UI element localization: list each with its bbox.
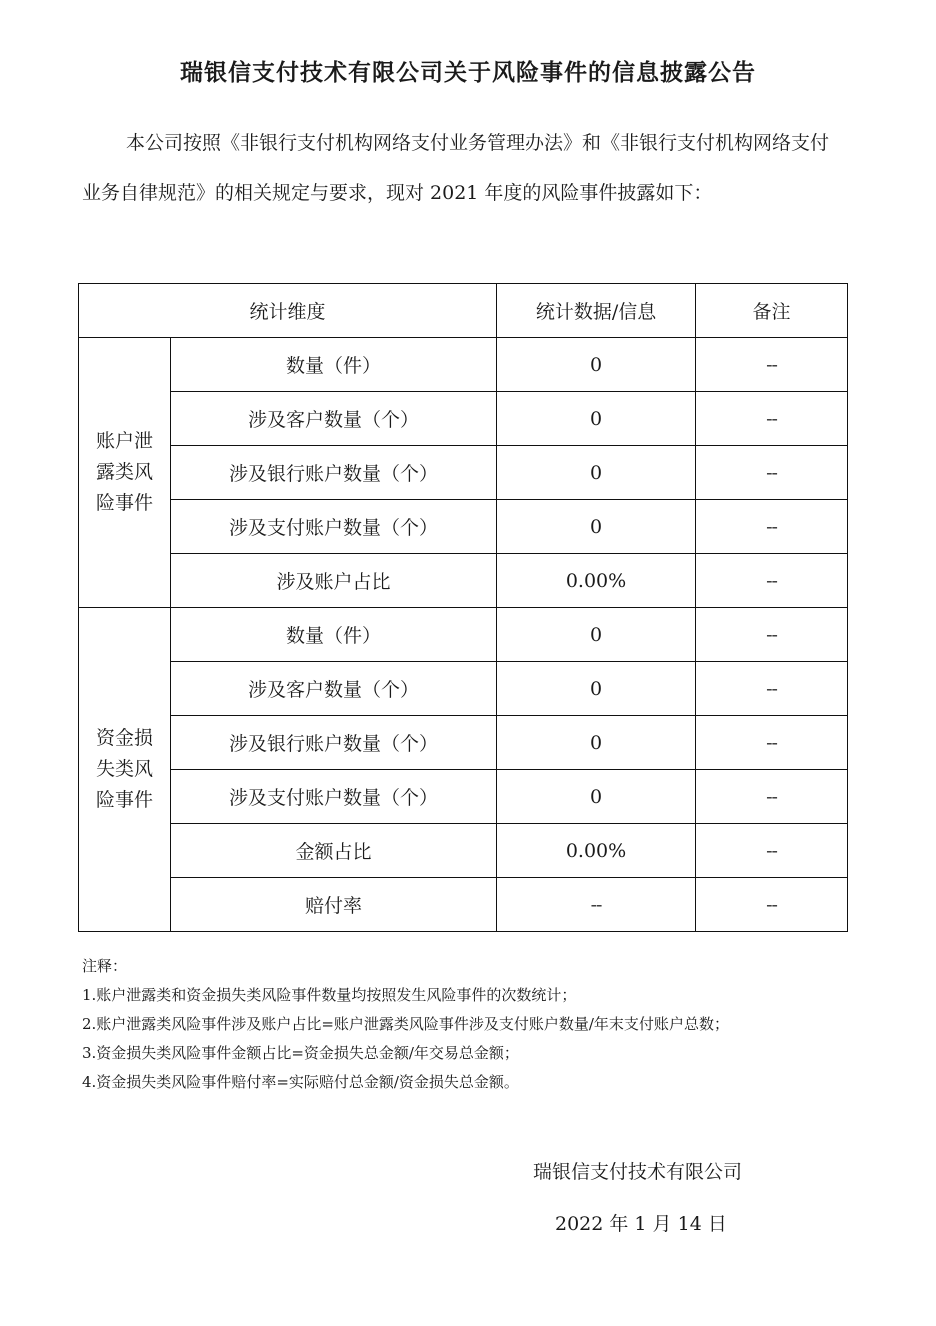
row-dimension: 数量（件） [171, 338, 497, 392]
intro-paragraph: 本公司按照《非银行支付机构网络支付业务管理办法》和《非银行支付机构网络支付业务自律规范》的相关规定与要求，现对 2021 年度的风险事件披露如下： [82, 132, 830, 204]
row-value: 0 [497, 662, 696, 716]
row-dimension: 赔付率 [171, 878, 497, 932]
table-row [79, 338, 848, 392]
row-dimension: 涉及支付账户数量（个） [171, 770, 497, 824]
header-value: 统计数据/信息 [497, 284, 696, 338]
row-note: -- [696, 446, 848, 500]
table-row [79, 554, 848, 608]
group-label-account-leak: 账户泄 露类风 险事件 [79, 338, 171, 608]
row-value: 0 [497, 716, 696, 770]
row-value: 0 [497, 608, 696, 662]
row-note: -- [696, 608, 848, 662]
row-note: -- [696, 500, 848, 554]
header-note: 备注 [696, 284, 848, 338]
row-dimension: 涉及账户占比 [171, 554, 497, 608]
company-signature: 瑞银信支付技术有限公司 [533, 1161, 743, 1183]
row-note: -- [696, 554, 848, 608]
table-header-row [79, 284, 848, 338]
table-row [79, 608, 848, 662]
row-value: 0.00% [497, 824, 696, 878]
note-item: 3.资金损失类风险事件金额占比=资金损失总金额/年交易总金额； [82, 1044, 519, 1062]
issue-date: 2022 年 1 月 14 日 [555, 1213, 727, 1235]
table-row [79, 662, 848, 716]
row-value: -- [497, 878, 696, 932]
note-item: 2.账户泄露类风险事件涉及账户占比=账户泄露类风险事件涉及支付账户数量/年末支付账户总数； [82, 1015, 729, 1033]
row-value: 0 [497, 500, 696, 554]
row-value: 0 [497, 338, 696, 392]
row-note: -- [696, 716, 848, 770]
table-row [79, 716, 848, 770]
table-row [79, 770, 848, 824]
row-note: -- [696, 338, 848, 392]
header-dimension: 统计维度 [79, 284, 497, 338]
row-dimension: 涉及银行账户数量（个） [171, 716, 497, 770]
document-title: 瑞银信支付技术有限公司关于风险事件的信息披露公告 [180, 60, 756, 86]
row-note: -- [696, 662, 848, 716]
row-dimension: 涉及支付账户数量（个） [171, 500, 497, 554]
table-row [79, 500, 848, 554]
row-dimension: 涉及客户数量（个） [171, 662, 497, 716]
row-note: -- [696, 824, 848, 878]
table-row [79, 392, 848, 446]
row-dimension: 涉及银行账户数量（个） [171, 446, 497, 500]
table-row [79, 878, 848, 932]
row-dimension: 金额占比 [171, 824, 497, 878]
row-note: -- [696, 392, 848, 446]
row-note: -- [696, 878, 848, 932]
group-label-fund-loss: 资金损 失类风 险事件 [79, 608, 171, 932]
table-row [79, 446, 848, 500]
row-value: 0 [497, 392, 696, 446]
table-row [79, 824, 848, 878]
risk-events-table [78, 283, 848, 932]
row-value: 0 [497, 770, 696, 824]
row-value: 0 [497, 446, 696, 500]
row-dimension: 数量（件） [171, 608, 497, 662]
note-item: 4.资金损失类风险事件赔付率=实际赔付总金额/资金损失总金额。 [82, 1073, 519, 1091]
notes-heading: 注释： [82, 957, 128, 975]
note-item: 1.账户泄露类和资金损失类风险事件数量均按照发生风险事件的次数统计； [82, 986, 577, 1004]
row-note: -- [696, 770, 848, 824]
row-value: 0.00% [497, 554, 696, 608]
row-dimension: 涉及客户数量（个） [171, 392, 497, 446]
notes-section [82, 952, 882, 1097]
